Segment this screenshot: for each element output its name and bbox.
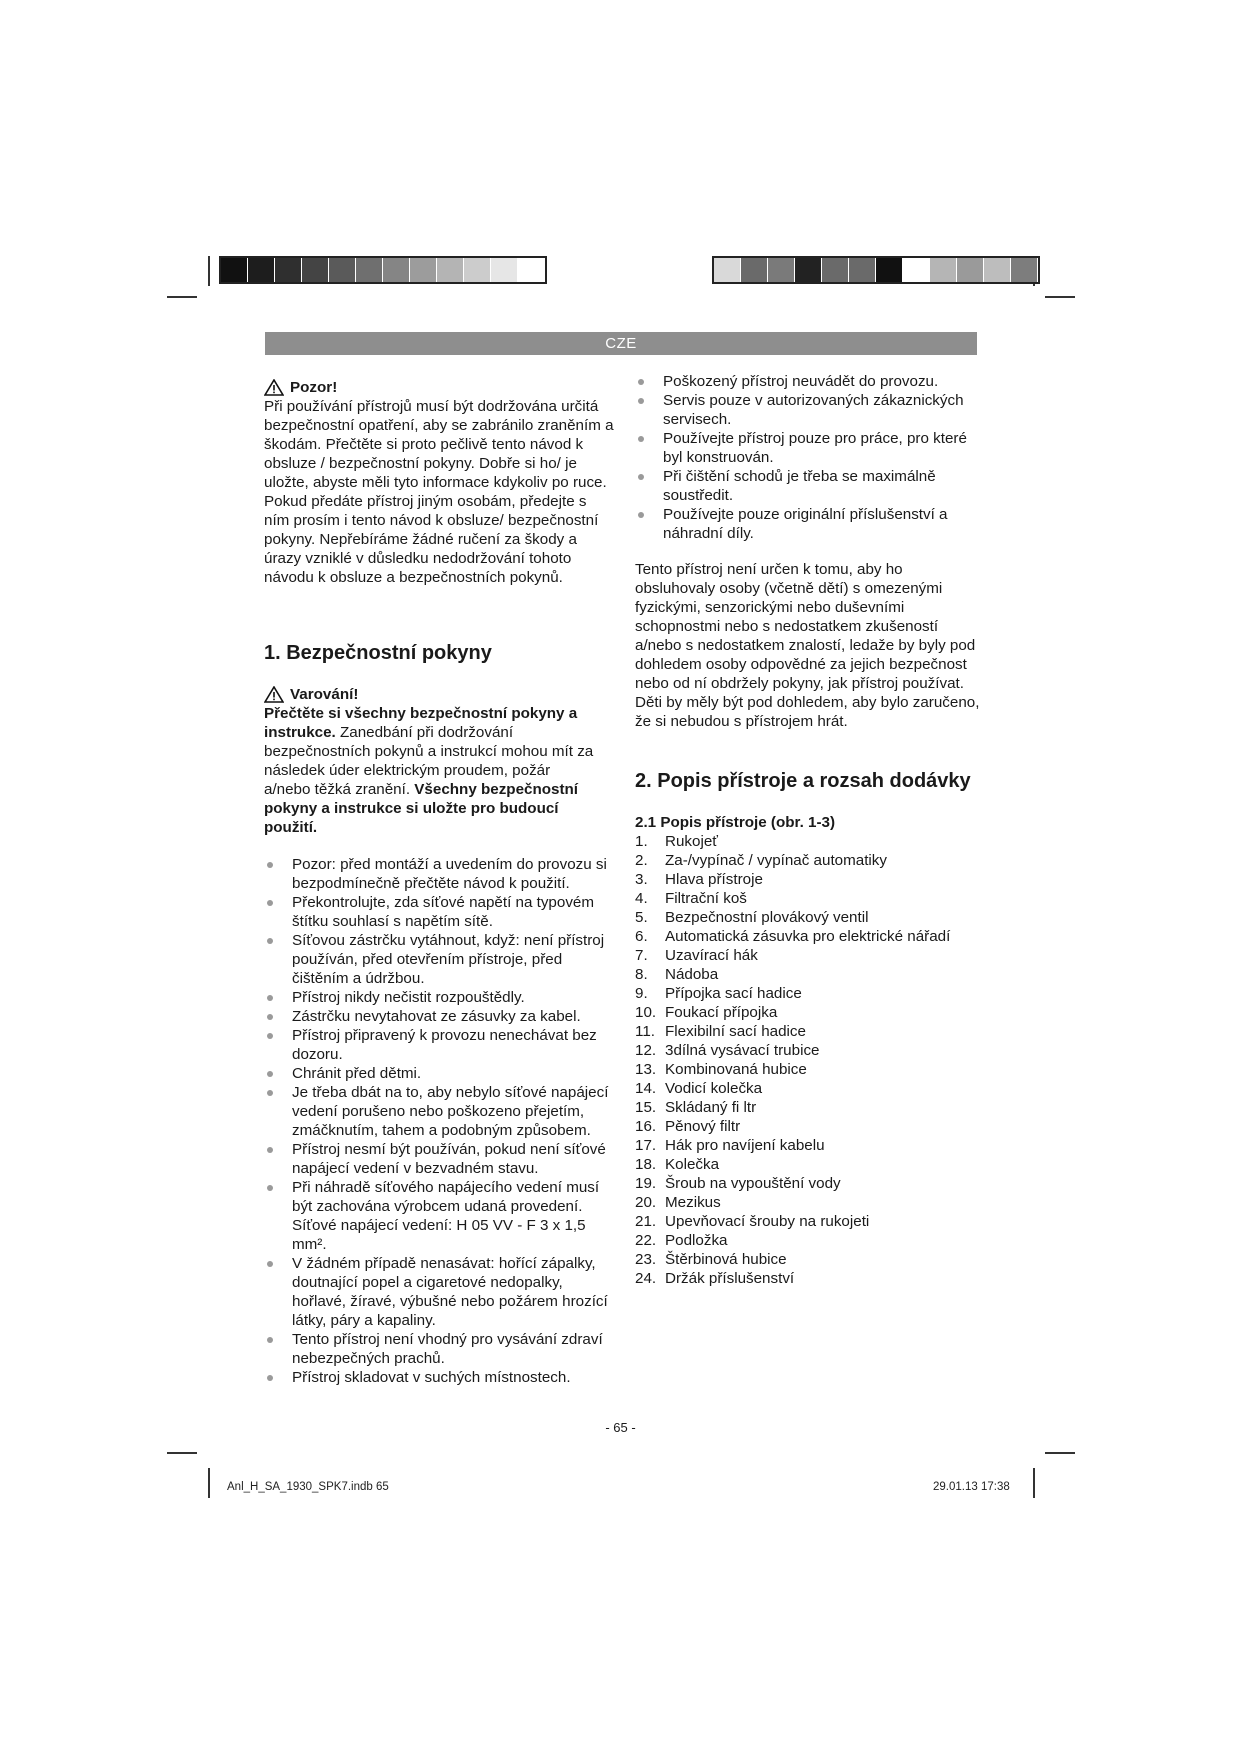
calibration-swatch [984,258,1011,282]
calibration-swatch [329,258,356,282]
part-name: Mezikus [665,1194,721,1211]
part-number: 10. [635,1004,657,1021]
print-date-time: 29.01.13 17:38 [933,1481,1010,1493]
part-name: 3dílná vysávací trubice [665,1042,820,1059]
calibration-swatch [876,258,903,282]
page-number: - 65 - [605,1420,636,1435]
part-item [635,927,985,946]
warning-bold-tail: Všechny bezpečnostní pokyny a instrukce si uložte pro budoucí použití. [264,781,579,836]
part-name: Štěrbinová hubice [665,1251,787,1268]
warning-bold-lead: Přečtěte si všechny bezpečnostní pokyny a instrukce. [264,705,578,741]
calibration-swatch [248,258,275,282]
list-item: Při náhradě síťového napájecího vedení musí být zachována výrobcem udaná provedení. Síťové napájecí vedení: H 05 VV - F 3 x 1,5 mm². [264,1178,614,1254]
part-number: 7. [635,947,648,964]
part-name: Za-/vypínač / vypínač automatiky [665,852,887,869]
part-name: Držák příslušenství [665,1270,795,1287]
usage-bullet-list [635,372,975,543]
part-number: 16. [635,1118,657,1135]
part-number: 4. [635,890,648,907]
list-item: Tento přístroj není vhodný pro vysávání zdraví nebezpečných prachů. [264,1330,614,1368]
list-item: Přístroj připravený k provozu nenechávat bez dozoru. [264,1026,614,1064]
part-number: 14. [635,1080,657,1097]
warning-heading-text: Varování! [290,686,359,703]
language-header-bar [265,332,977,355]
calibration-swatch [1011,258,1038,282]
calibration-swatch [903,258,930,282]
part-item [635,889,985,908]
list-item: Je třeba dbát na to, aby nebylo síťové napájecí vedení porušeno nebo poškozeno přejetím, zmáčknutím, tahem a podobným způsobem. [264,1083,614,1140]
part-number: 18. [635,1156,657,1173]
part-number: 8. [635,966,648,983]
warning-text [264,704,594,837]
part-name: Šroub na vypouštění vody [665,1175,841,1192]
part-name: Automatická zásuvka pro elektrické nářadí [665,928,951,945]
part-item [635,1212,985,1231]
warning-body: Zanedbání při dodržování bezpečnostních pokynů a instrukcí mohou mít za následek úder elektrickým proudem, požár a/nebo těžká zranění. [264,724,594,798]
part-item [635,908,985,927]
part-item [635,984,985,1003]
list-item: Pozor: před montáží a uvedením do provozu si bezpodmínečně přečtěte návod k použití. [264,855,614,893]
language-code: CZE [605,335,637,352]
list-item: Používejte přístroj pouze pro práce, pro které byl konstruován. [635,429,975,467]
part-name: Uzavírací hák [665,947,758,964]
part-number: 15. [635,1099,657,1116]
parts-list [635,832,985,1288]
calibration-swatch [714,258,741,282]
part-name: Bezpečnostní plovákový ventil [665,909,869,926]
part-item [635,851,985,870]
part-name: Podložka [665,1232,728,1249]
caution-heading [264,378,337,397]
list-item: Chránit před dětmi. [264,1064,614,1083]
crop-mark [167,1452,197,1454]
part-item [635,1041,985,1060]
part-item [635,1174,985,1193]
part-item [635,1155,985,1174]
warning-triangle-icon [264,379,284,396]
part-number: 23. [635,1251,657,1268]
calibration-swatch [741,258,768,282]
part-number: 2. [635,852,648,869]
list-item: Používejte pouze originální příslušenství a náhradní díly. [635,505,975,543]
list-item: V žádném případě nenasávat: hořící zápalky, doutnající popel a cigaretové nedopalky, hořlavé, žíravé, výbušné nebo požárem hrozící látky, páry a kapaliny. [264,1254,614,1330]
part-item [635,1136,985,1155]
crop-mark [1033,1468,1035,1498]
list-item: Přístroj nesmí být používán, pokud není síťové napájecí vedení v bezvadném stavu. [264,1140,614,1178]
calibration-swatch [518,258,545,282]
part-number: 3. [635,871,648,888]
part-number: 17. [635,1137,657,1154]
calibration-strip-left [219,256,547,284]
list-item: Síťovou zástrčku vytáhnout, když: není přístroj používán, před otevřením přístroje, před čištěním a údržbou. [264,931,614,988]
part-number: 19. [635,1175,657,1192]
list-item: Přístroj nikdy nečistit rozpouštědly. [264,988,614,1007]
list-item: Při čištění schodů je třeba se maximálně soustředit. [635,467,975,505]
part-item [635,1060,985,1079]
section-2-title: 2. Popis přístroje a rozsah dodávky [635,770,971,792]
list-item: Zástrčku nevytahovat ze zásuvky za kabel. [264,1007,614,1026]
part-number: 20. [635,1194,657,1211]
part-item [635,1003,985,1022]
calibration-swatch [795,258,822,282]
part-number: 13. [635,1061,657,1078]
part-item [635,832,985,851]
calibration-strip-right [712,256,1040,284]
part-item [635,946,985,965]
part-number: 6. [635,928,648,945]
list-item: Servis pouze v autorizovaných zákaznických servisech. [635,391,975,429]
crop-mark [208,1468,210,1498]
calibration-swatch [822,258,849,282]
part-name: Skládaný fi ltr [665,1099,757,1116]
part-number: 1. [635,833,648,850]
part-number: 12. [635,1042,657,1059]
subsection-2-1-title: 2.1 Popis přístroje (obr. 1-3) [635,814,836,831]
part-number: 22. [635,1232,657,1249]
part-name: Foukací přípojka [665,1004,778,1021]
warning-heading [264,685,358,704]
part-item [635,870,985,889]
calibration-swatch [221,258,248,282]
crop-mark [167,296,197,298]
part-number: 21. [635,1213,657,1230]
part-number: 9. [635,985,648,1002]
list-item: Přístroj skladovat v suchých místnostech. [264,1368,614,1387]
crop-mark [1045,1452,1075,1454]
calibration-swatch [275,258,302,282]
calibration-swatch [768,258,795,282]
crop-mark [208,256,210,286]
part-name: Přípojka sací hadice [665,985,802,1002]
calibration-swatch [383,258,410,282]
calibration-swatch [302,258,329,282]
part-number: 5. [635,909,648,926]
part-item [635,1193,985,1212]
part-item [635,1098,985,1117]
part-name: Rukojeť [665,833,718,850]
calibration-swatch [410,258,437,282]
calibration-swatch [957,258,984,282]
warning-triangle-icon [264,686,284,703]
part-number: 11. [635,1023,655,1040]
safety-bullet-list [264,855,614,1387]
calibration-swatch [491,258,518,282]
part-name: Nádoba [665,966,719,983]
file-info: Anl_H_SA_1930_SPK7.indb 65 [227,1481,389,1493]
section-1-title: 1. Bezpečnostní pokyny [264,642,492,664]
calibration-swatch [930,258,957,282]
part-name: Pěnový filtr [665,1118,741,1135]
calibration-swatch [849,258,876,282]
part-item [635,1231,985,1250]
part-name: Upevňovací šrouby na rukojeti [665,1213,870,1230]
calibration-swatch [437,258,464,282]
list-item: Poškozený přístroj neuvádět do provozu. [635,372,975,391]
calibration-swatch [464,258,491,282]
part-name: Hlava přístroje [665,871,763,888]
part-item [635,1117,985,1136]
part-name: Flexibilní sací hadice [665,1023,806,1040]
part-item [635,1269,985,1288]
children-note: Tento přístroj není určen k tomu, aby ho obsluhovaly osoby (včetně dětí) s omezenými fyzickými, senzorickými nebo duševními schopnostmi nebo s nedostatkem zkušeností a/nebo s nedostatkem znalostí, ledaže by byly pod dohledem osoby odpovědné za jejich bezpečnost nebo od ní obdržely pokyny, jak přístroj používat. Děti by měly být pod dohledem, aby bylo zaručeno, že si nebudou s přístrojem hrát. [635,561,980,730]
part-name: Filtrační koš [665,890,747,907]
part-item [635,1250,985,1269]
part-name: Kolečka [665,1156,720,1173]
part-item [635,965,985,984]
part-name: Vodicí kolečka [665,1080,763,1097]
caution-heading-text: Pozor! [290,379,338,396]
part-number: 24. [635,1270,657,1287]
part-name: Kombinovaná hubice [665,1061,807,1078]
part-name: Hák pro navíjení kabelu [665,1137,825,1154]
caution-text: Při používání přístrojů musí být dodržována určitá bezpečnostní opatření, aby se zabránilo zraněním a škodám. Přečtěte si proto pečlivě tento návod k obsluze / bezpečnostní pokyny. Dobře si ho/ je uložte, abyste měli tyto informace kdykoliv po ruce. Pokud předáte přístroj jiným osobám, předejte s ním prosím i tento návod k obsluze/ bezpečnostní pokyny. Nepřebíráme žádné ručení za škody a úrazy vzniklé v důsledku nedodržování tohoto návodu k obsluze a bezpečnostních pokynů. [264,398,614,586]
list-item: Překontrolujte, zda síťové napětí na typovém štítku souhlasí s napětím sítě. [264,893,614,931]
calibration-swatch [356,258,383,282]
part-item [635,1079,985,1098]
crop-mark [1045,296,1075,298]
part-item [635,1022,985,1041]
